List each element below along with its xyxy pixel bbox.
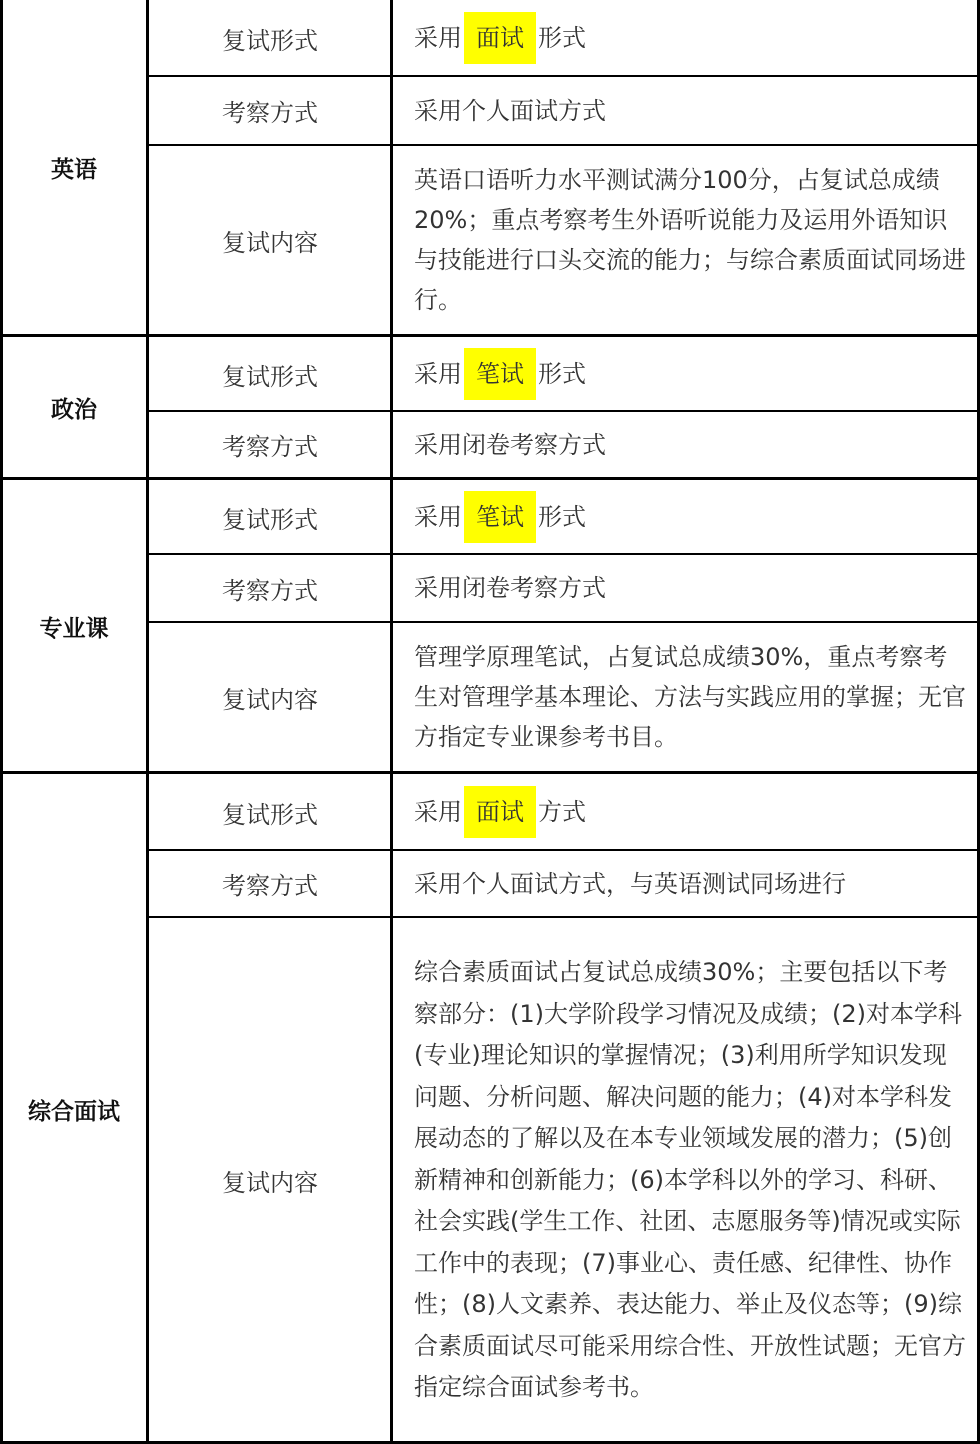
table-border	[146, 0, 149, 1444]
row-value: 综合素质面试占复试总成绩30%；主要包括以下考察部分：(1)大学阶段学习情况及成绩；(2)对本学科(专业)理论知识的掌握情况；(3)利用所学知识发现问题、分析问题、解决问题的能力；(4)对本学科发展动态的了解以及在本专业领域发展的潜力；(5)创新精神和创新能力；(6)本学科以外的学习、科研、社会实践(学生工作、社团、志愿服务等)情况或实际工作中的表现；(7)事业心、责任感、纪律性、协作性；(8)人文素养、表达能力、举止及仪态等；(9)综合素质面试尽可能采用综合性、开放性试题；无官方指定综合面试参考书。	[414, 958, 966, 1402]
row-label: 复试形式	[222, 362, 318, 391]
highlight-mark: 面试	[464, 12, 536, 64]
highlight-mark: 笔试	[464, 491, 536, 543]
subject-comprehensive-interview: 综合面试	[28, 1098, 120, 1125]
row-value: 管理学原理笔试，占复试总成绩30%，重点考察考生对管理学基本理论、方法与实践应用的掌握；无官方指定专业课参考书目。	[414, 643, 966, 751]
row-value	[392, 480, 980, 554]
row-value	[392, 0, 980, 76]
highlight-mark: 笔试	[464, 348, 536, 400]
table-border	[148, 621, 978, 623]
row-label: 考察方式	[222, 99, 318, 127]
table-border	[148, 849, 978, 851]
value-prefix: 采用	[414, 360, 462, 388]
subject-major-course: 专业课	[39, 615, 109, 642]
value-prefix: 采用	[414, 24, 462, 52]
row-value: 采用个人面试方式，与英语测试同场进行	[414, 869, 846, 898]
row-label: 复试形式	[222, 800, 318, 829]
subject-politics: 政治	[51, 397, 97, 423]
table-border	[148, 916, 978, 918]
value-prefix: 采用	[414, 798, 462, 826]
subject-english: 英语	[51, 157, 97, 183]
value-suffix: 方式	[538, 798, 586, 826]
table-border	[0, 0, 3, 1444]
row-label: 复试内容	[222, 228, 318, 257]
row-label: 考察方式	[222, 433, 318, 461]
row-value: 采用个人面试方式	[414, 96, 606, 125]
row-value	[392, 337, 980, 411]
row-label: 复试内容	[222, 685, 318, 714]
row-label: 考察方式	[222, 872, 318, 900]
row-value: 英语口语听力水平测试满分100分，占复试总成绩20%；重点考察考生外语听说能力及运用外语知识与技能进行口头交流的能力；与综合素质面试同场进行。	[414, 166, 966, 314]
table-border	[0, 334, 980, 337]
table-border	[148, 553, 978, 555]
table-border	[148, 144, 978, 146]
value-suffix: 形式	[538, 503, 586, 531]
row-label: 复试形式	[222, 26, 318, 55]
highlight-mark: 面试	[464, 786, 536, 838]
row-label: 复试内容	[222, 1169, 318, 1197]
table-border	[148, 75, 978, 77]
table-border	[0, 477, 980, 480]
table-border	[0, 771, 980, 774]
row-value: 采用闭卷考察方式	[414, 574, 606, 602]
row-value: 采用闭卷考察方式	[414, 430, 606, 459]
table-border	[148, 410, 978, 412]
value-prefix: 采用	[414, 503, 462, 531]
row-value	[392, 774, 980, 850]
value-suffix: 形式	[538, 24, 586, 52]
table-border	[390, 0, 393, 1444]
value-suffix: 形式	[538, 360, 586, 388]
row-label: 复试形式	[222, 505, 318, 534]
row-label: 考察方式	[222, 576, 318, 605]
